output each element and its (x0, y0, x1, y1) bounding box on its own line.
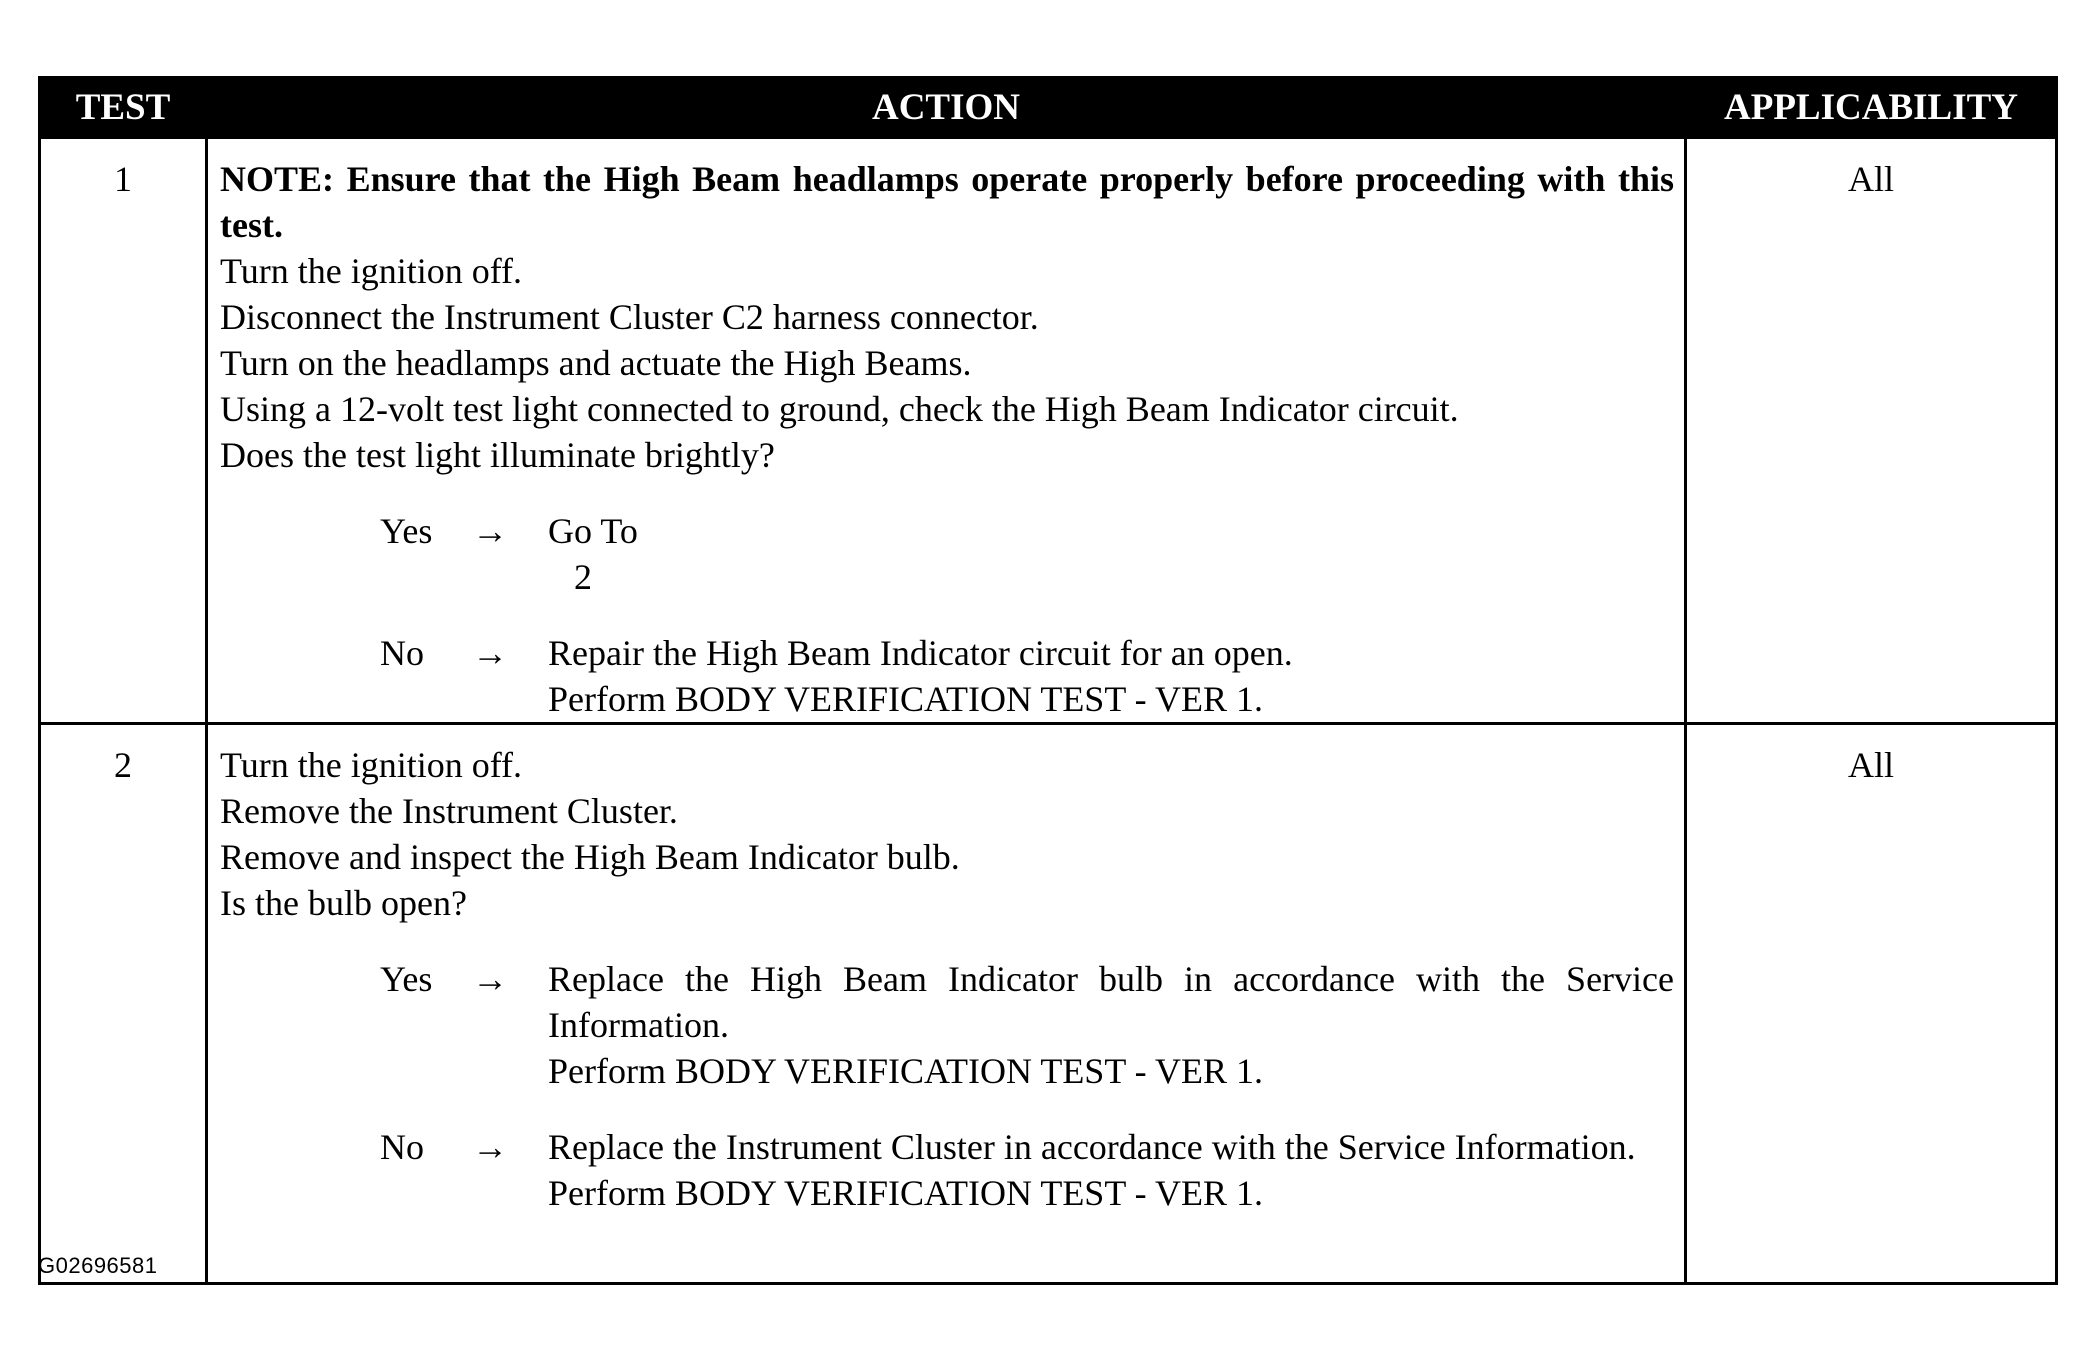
step-text: Disconnect the Instrument Cluster C2 harness connector. (220, 297, 1039, 337)
test-number: 1 (40, 138, 207, 724)
step-text: Remove and inspect the High Beam Indicator bulb. (220, 837, 960, 877)
outcome-no (220, 1124, 1674, 1216)
outcome-label: No (380, 1127, 424, 1167)
table-header-row (40, 78, 2057, 138)
outcome-label: Yes (380, 511, 433, 551)
outcome-line: Replace the Instrument Cluster in accordance with the Service Information. (548, 1127, 1636, 1167)
outcome-no (220, 630, 1674, 722)
outcome-line: Perform BODY VERIFICATION TEST - VER 1. (548, 1173, 1264, 1213)
step-text: Remove the Instrument Cluster. (220, 791, 678, 831)
header-applicability: APPLICABILITY (1686, 78, 2057, 138)
outcome-label: Yes (380, 959, 433, 999)
action-cell (207, 724, 1686, 1284)
outcome-text (548, 508, 1674, 600)
diagnostic-test-table (38, 76, 2058, 1285)
outcome-yes (220, 508, 1674, 600)
outcome-yes (220, 956, 1674, 1094)
applicability-value: All (1686, 138, 2057, 724)
action-cell (207, 138, 1686, 724)
question-text: Does the test light illuminate brightly? (220, 435, 775, 475)
outcome-line: Perform BODY VERIFICATION TEST - VER 1. (548, 1051, 1264, 1091)
outcome-line: Replace the High Beam Indicator bulb in accordance with the Service Information. (548, 959, 1674, 1045)
right-arrow-icon: → (472, 1127, 508, 1167)
right-arrow-icon: → (472, 511, 508, 551)
applicability-value: All (1686, 724, 2057, 1284)
question-text: Is the bulb open? (220, 883, 467, 923)
outcome-label: No (380, 633, 424, 673)
header-action: ACTION (207, 78, 1686, 138)
right-arrow-icon: → (472, 959, 508, 999)
note-text: NOTE: Ensure that the High Beam headlamps operate properly before proceeding with this test. (220, 159, 1674, 245)
step-text: Turn the ignition off. (220, 745, 523, 785)
outcome-text (548, 630, 1674, 722)
table-row (40, 724, 2057, 1284)
header-test: TEST (40, 78, 207, 138)
step-text: Using a 12-volt test light connected to ground, check the High Beam Indicator circuit. (220, 389, 1459, 429)
step-text: Turn on the headlamps and actuate the High Beams. (220, 343, 972, 383)
goto-label: Go To (548, 511, 638, 551)
table-row (40, 138, 2057, 724)
test-number: 2 (40, 724, 207, 1284)
step-text: Turn the ignition off. (220, 251, 523, 291)
figure-id: G02696581 (38, 1253, 158, 1278)
outcome-text (548, 956, 1674, 1094)
outcome-line: Perform BODY VERIFICATION TEST - VER 1. (548, 679, 1264, 719)
right-arrow-icon: → (472, 633, 508, 673)
outcome-line: Repair the High Beam Indicator circuit for an open. (548, 633, 1293, 673)
outcome-text (548, 1124, 1674, 1216)
goto-test-number: 2 (574, 557, 592, 597)
